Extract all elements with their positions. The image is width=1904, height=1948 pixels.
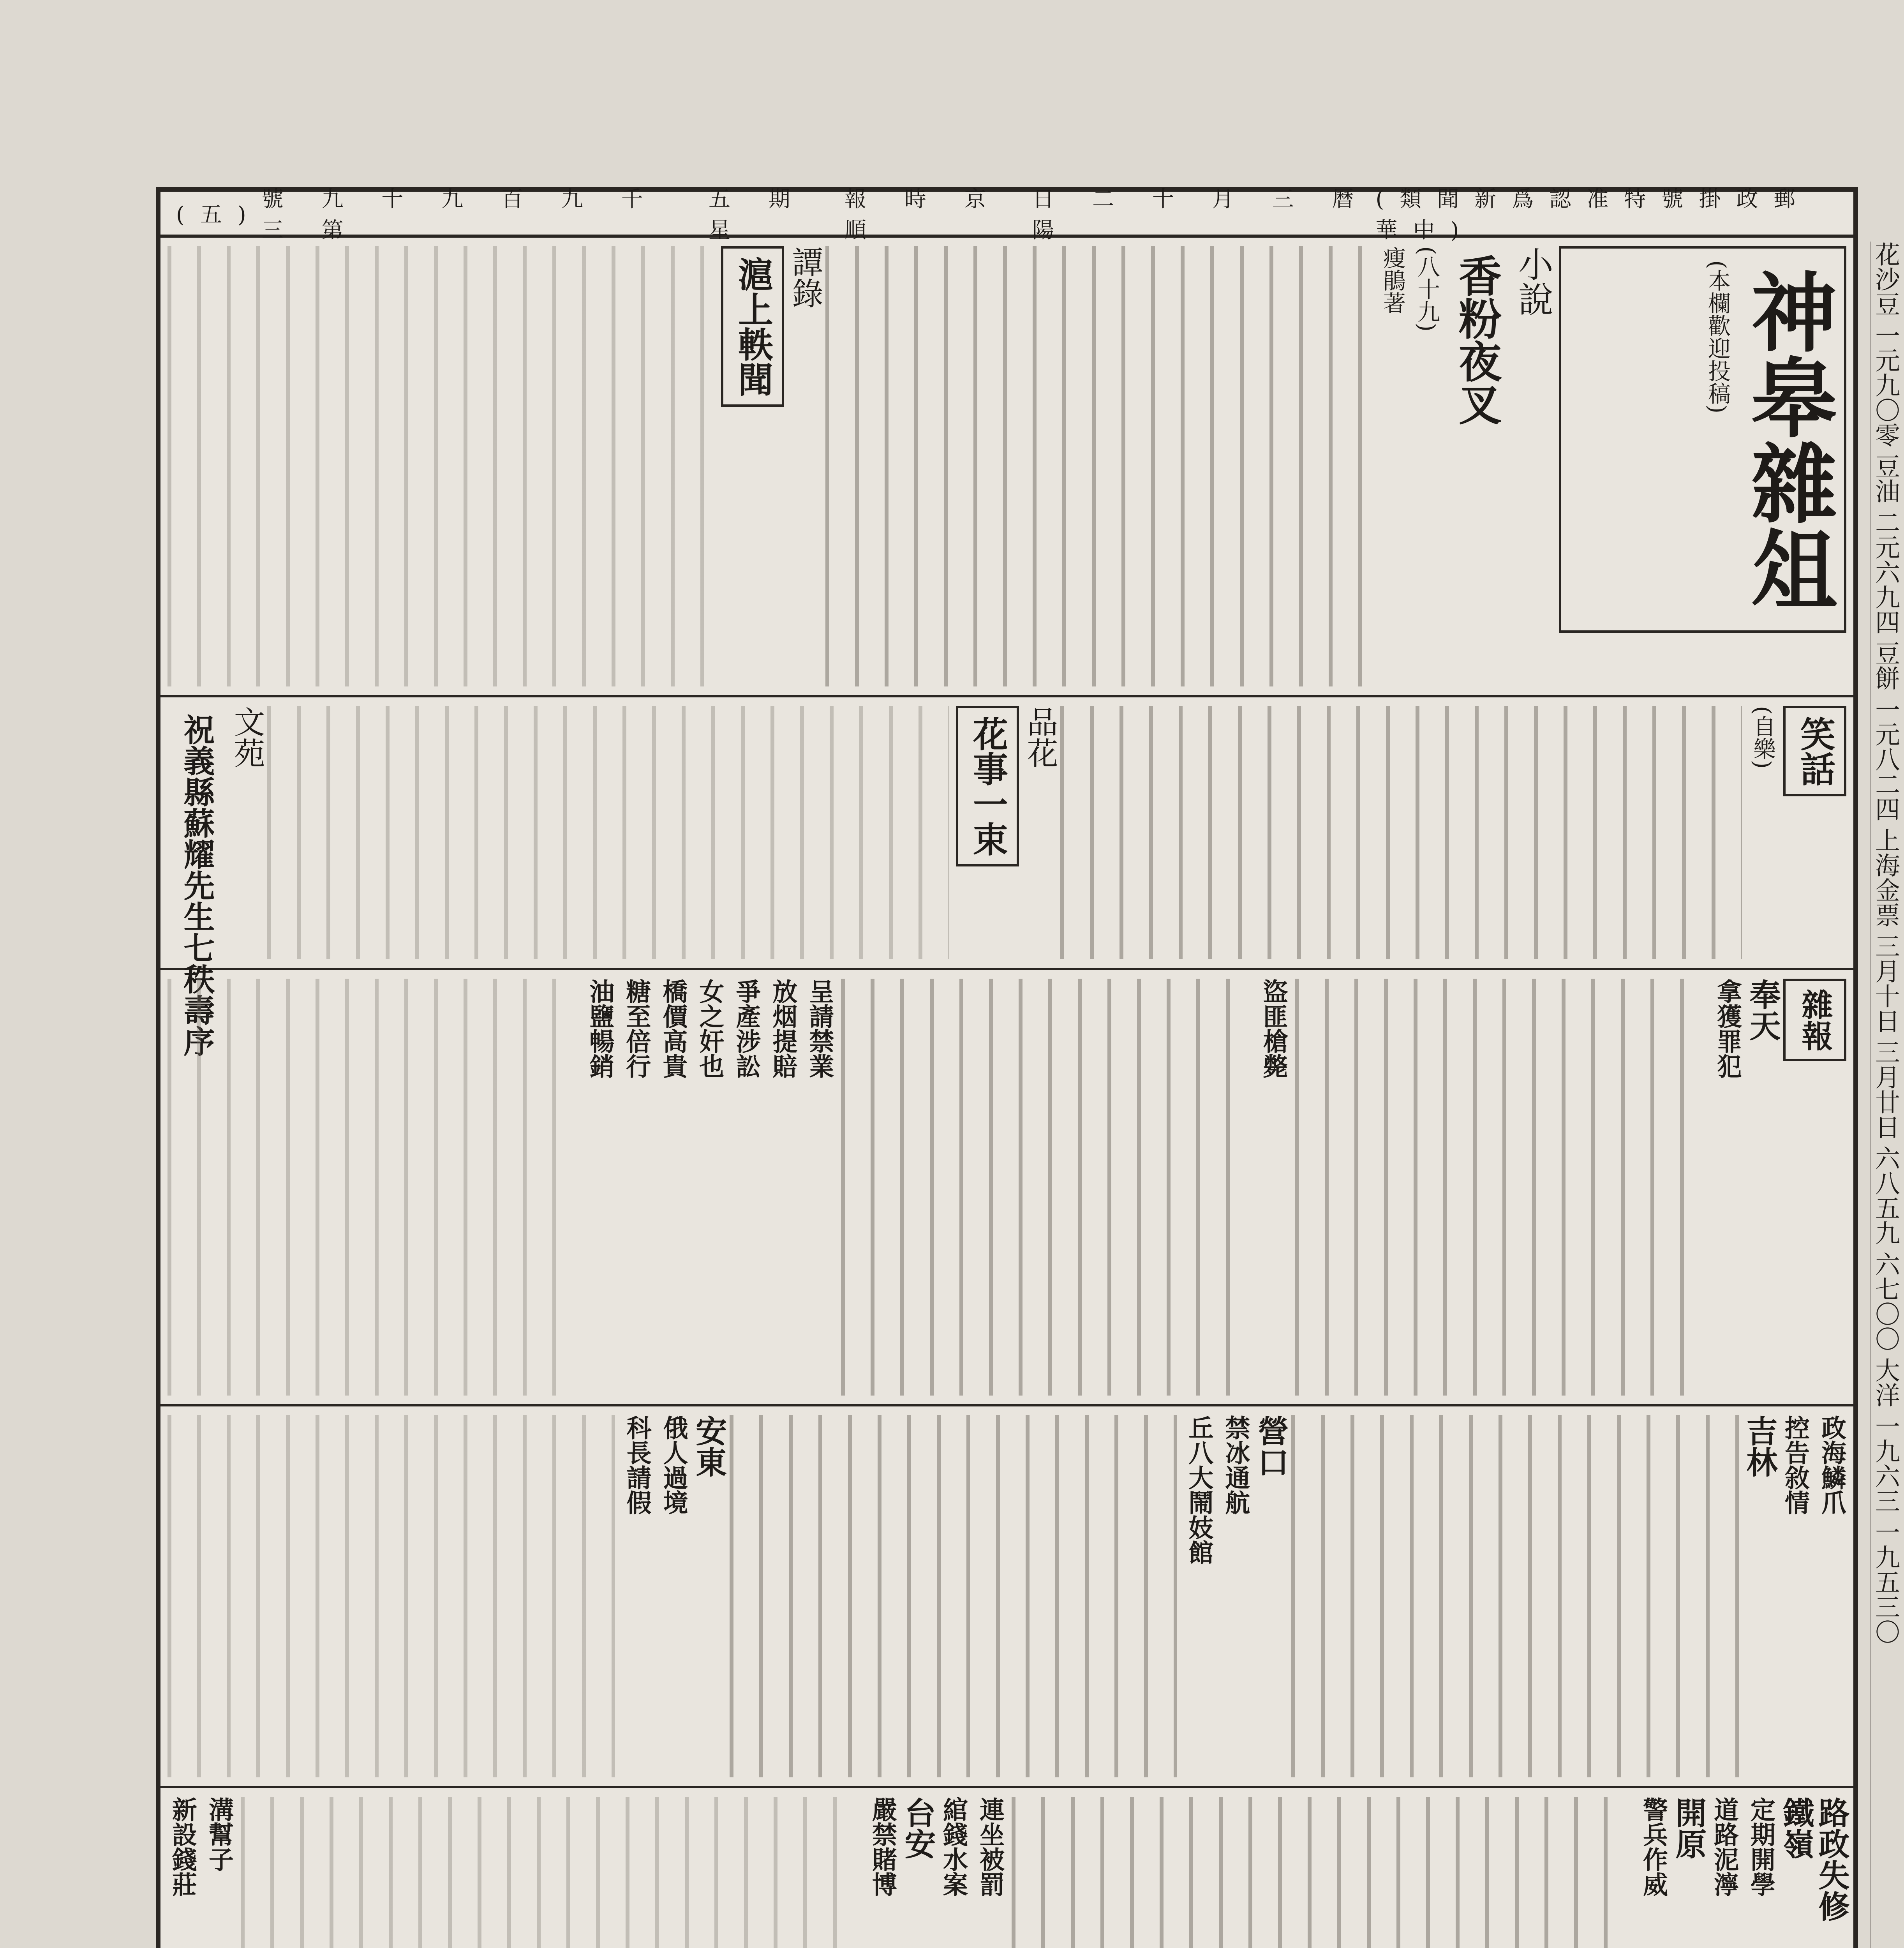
price-line: 一九六三	[1871, 1413, 1900, 1513]
fengtian-item-2: 呈請禁業	[805, 979, 834, 1078]
novel-installment: (八十九)	[1414, 246, 1440, 332]
jilin-item-0: 政海鱗爪	[1817, 1415, 1846, 1515]
jilin-item-1: 控告敘情	[1781, 1415, 1810, 1515]
paper-name: 報 時 京 順	[844, 187, 1002, 243]
andong-item-1: 科長請假	[622, 1415, 652, 1515]
serial-note: (本欄歡迎投稿)	[1704, 260, 1731, 414]
novel-author: 瘦鵑著	[1379, 246, 1406, 314]
band-fengtian	[160, 970, 1853, 1406]
novel-text	[825, 246, 1372, 686]
fengtian-item-8: 油鹽暢銷	[585, 979, 615, 1078]
region-andong: 安東	[690, 1415, 727, 1477]
roads-item: 路政失修	[1813, 1797, 1850, 1922]
masthead-bar	[160, 187, 1853, 243]
taian-item-0: 嚴禁賭博	[868, 1797, 897, 1897]
pinhua-heading: 品花	[1022, 706, 1058, 768]
misc-item-5: 溝幫子	[205, 1797, 234, 1872]
novel-label: 小說	[1512, 246, 1553, 316]
yingkou-item-1: 丘八大鬧妓館	[1184, 1415, 1214, 1565]
newspaper-page	[156, 187, 1858, 1948]
xiaohua-text	[1060, 706, 1742, 959]
misc-item-0: 連坐被罰	[975, 1797, 1005, 1897]
price-line: 三月廿日	[1871, 1039, 1900, 1139]
price-line: 三月十日	[1871, 933, 1900, 1033]
wenyuan-heading: 文苑	[229, 706, 265, 768]
news-text	[730, 1415, 1177, 1777]
price-line: 一元九〇零	[1871, 323, 1900, 447]
poem-title: 祝義縣蘇耀先生七秩壽序	[178, 714, 215, 1057]
postal-note: (類聞新爲認准特號掛政郵華中)	[1375, 187, 1811, 243]
fengtian-item-5: 女之奸也	[695, 979, 725, 1078]
xiaohua-heading: 笑話	[1783, 706, 1846, 796]
page-number: (五)	[176, 202, 262, 228]
misc-item-1: 綰錢水案	[939, 1797, 968, 1897]
price-line: 一元八二四	[1871, 697, 1900, 821]
band-roads	[160, 1788, 1853, 1948]
region-taian: 台安	[899, 1797, 936, 1859]
news-text	[167, 1415, 615, 1777]
news-section-label: 雜報	[1783, 979, 1846, 1061]
price-line: 豆餅	[1871, 641, 1900, 690]
fengtian-item-4: 爭產涉訟	[732, 979, 761, 1078]
taian-item-1: 新設錢莊	[168, 1797, 197, 1897]
fengtian-item-1: 盜匪槍斃	[1259, 979, 1288, 1078]
tan-lu-heading: 譚錄	[787, 246, 823, 309]
date: 日 二 十 月 三 曆 陽	[1032, 187, 1370, 243]
band-jilin	[160, 1406, 1853, 1788]
fengtian-item-7: 糖至倍行	[622, 979, 651, 1078]
region-tieling: 鐵嶺	[1778, 1797, 1814, 1859]
band-serial	[160, 238, 1853, 697]
serial-heading-box	[1559, 246, 1846, 633]
hushang-heading: 滬上軼聞	[721, 246, 784, 407]
kaiyuan-item-0: 警兵作威	[1639, 1797, 1668, 1897]
price-line: 二元六九四	[1871, 510, 1900, 634]
news-text	[1295, 979, 1705, 1396]
region-jilin: 吉林	[1741, 1415, 1778, 1477]
news-text	[841, 979, 1251, 1396]
price-line: 大洋	[1871, 1357, 1900, 1407]
region-yingkou: 營口	[1252, 1415, 1289, 1477]
novel-title: 香粉夜叉	[1452, 254, 1502, 425]
price-line: 上海金票	[1871, 828, 1900, 927]
fengtian-item-3: 放烟提賠	[768, 979, 798, 1078]
fengtian-item-0: 拿獲罪犯	[1713, 979, 1742, 1078]
andong-item-0: 俄人過境	[659, 1415, 688, 1515]
news-text	[167, 979, 578, 1396]
price-line: 六八五九	[1871, 1145, 1900, 1245]
issue-info: 號 九 十 九 百 九 千 三 第	[261, 187, 659, 243]
huashi-heading: 花事一束	[956, 706, 1019, 866]
news-text	[1012, 1797, 1631, 1948]
section-day: 五 期 星	[709, 187, 806, 243]
price-line: 六七〇〇	[1871, 1251, 1900, 1351]
fengtian-item-6: 橋價高貴	[658, 979, 688, 1078]
price-line: 豆油	[1871, 453, 1900, 503]
region-fengtian: 奉天	[1744, 979, 1781, 1041]
xiaohua-author: (自樂)	[1749, 706, 1776, 769]
price-margin	[1862, 242, 1901, 1948]
news-text	[1291, 1415, 1739, 1777]
tieling-item-0: 定期開學	[1746, 1797, 1775, 1897]
region-kaiyuan: 開原	[1670, 1797, 1707, 1859]
hushang-text	[167, 246, 714, 686]
news-text	[241, 1797, 860, 1948]
serial-heading: 神皋雜俎	[1737, 268, 1838, 611]
yingkou-item-0: 禁冰通航	[1221, 1415, 1250, 1515]
price-line: 一九五三〇	[1871, 1519, 1900, 1644]
tieling-item-1: 道路泥濘	[1710, 1797, 1739, 1897]
huashi-text	[267, 706, 949, 959]
price-line: 花沙豆	[1871, 242, 1900, 316]
